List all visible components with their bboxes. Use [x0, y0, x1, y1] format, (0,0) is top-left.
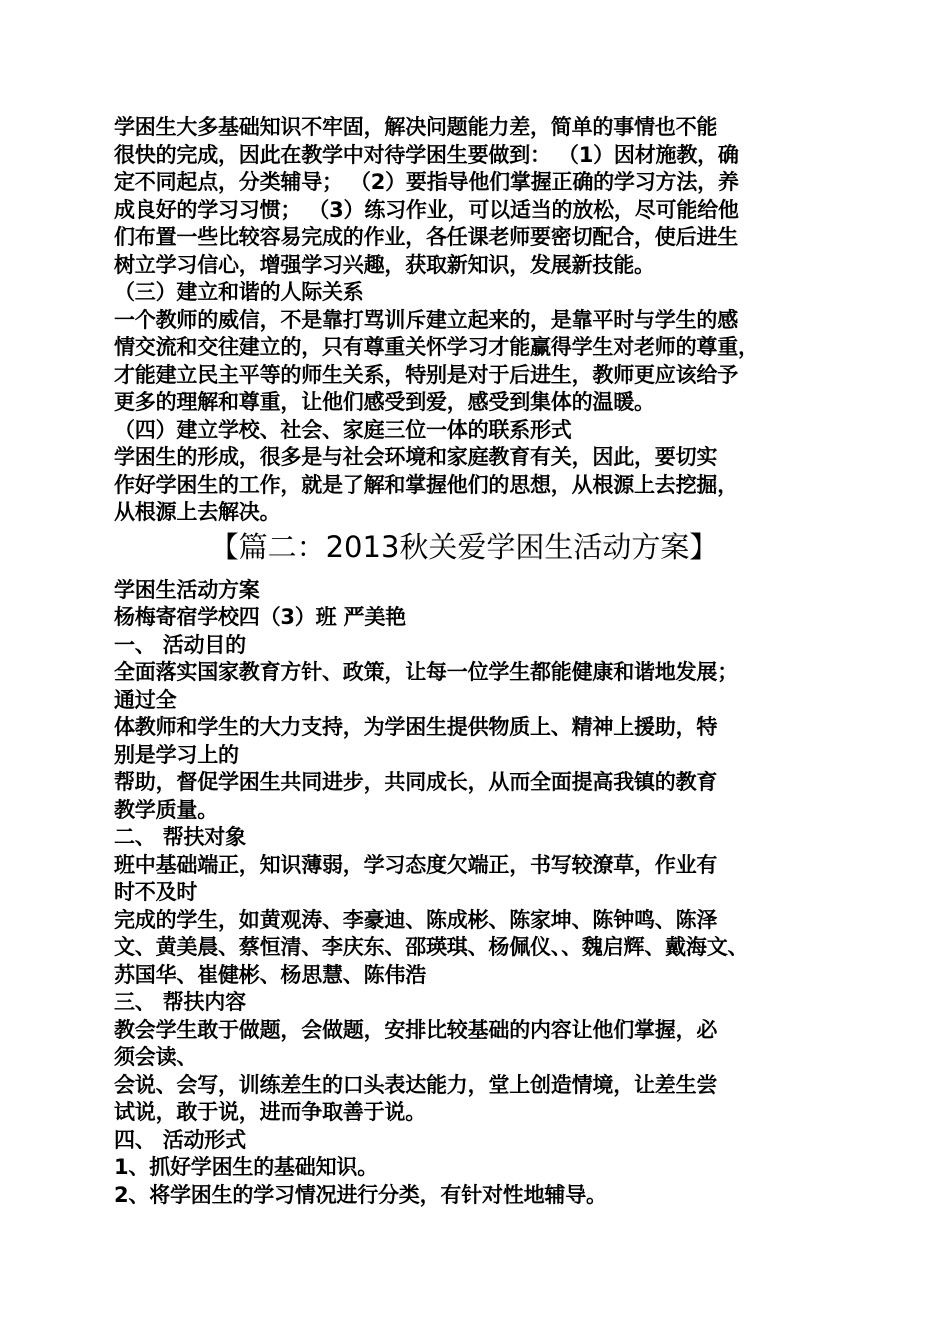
paragraph-line: 更多的理解和尊重，让他们感受到爱，感受到集体的温暖。	[114, 390, 655, 414]
paragraph-line: （三）建立和谐的人际关系	[114, 280, 364, 304]
paragraph-line: 情交流和交往建立的，只有尊重关怀学习才能赢得学生对老师的尊重，	[114, 335, 759, 359]
paragraph-line: 树立学习信心，增强学习兴趣，获取新知识，发展新技能。	[114, 252, 655, 277]
paragraph-line: 会说、会写，训练差生的口头表达能力，堂上创造情境，让差生尝	[114, 1072, 718, 1097]
paragraph-line: 教会学生敢于做题，会做题，安排比较基础的内容让他们掌握，必	[114, 1017, 718, 1042]
paragraph-line: 时不及时	[114, 880, 198, 904]
paragraph-line: 试说，敢于说，进而争取善于说。	[114, 1100, 426, 1124]
document-page	[114, 114, 854, 1209]
paragraph-line: 体教师和学生的大力支持，为学困生提供物质上、精神上援助，特	[114, 715, 718, 739]
paragraph-line: 们布置一些比较容易完成的作业，各任课老师要密切配合，使后进生	[114, 225, 738, 249]
paragraph-line: 从根源上去解决。	[114, 500, 281, 524]
section-heading: 【篇二：2013秋关爱学困生活动方案】	[209, 529, 719, 564]
paragraph-line: 学困生活动方案	[114, 577, 260, 602]
paragraph-line: 教学质量。	[114, 797, 218, 822]
paragraph-line: （四）建立学校、社会、家庭三位一体的联系形式	[114, 417, 572, 442]
paragraph-line: 文、黄美晨、蔡恒清、李庆东、邵瑛琪、杨佩仪、、魏启辉、戴海文、	[114, 935, 749, 959]
paragraph-line: 成良好的学习习惯； （3）练习作业，可以适当的放松，尽可能给他	[114, 197, 739, 222]
paragraph-line: 一个教师的威信，不是靠打骂训斥建立起来的，是靠平时与学生的感	[114, 307, 738, 332]
paragraph-line: 二、 帮扶对象	[114, 825, 246, 849]
paragraph-line: 班中基础端正，知识薄弱，学习态度欠端正，书写较潦草，作业有	[114, 852, 718, 877]
body-section-one	[114, 114, 854, 527]
paragraph-line: 一、 活动目的	[114, 632, 246, 657]
paragraph-line: 别是学习上的	[114, 742, 239, 767]
paragraph-line: 很快的完成，因此在教学中对待学困生要做到： （1）因材施教，确	[114, 142, 739, 167]
paragraph-line: 苏国华、崔健彬、杨思慧、陈伟浩	[114, 962, 426, 987]
paragraph-line: 学困生的形成，很多是与社会环境和家庭教育有关，因此，要切实	[114, 445, 718, 469]
paragraph-line: 杨梅寄宿学校四（3）班 严美艳	[114, 605, 406, 629]
paragraph-line: 须会读、	[114, 1045, 198, 1069]
paragraph-line: 通过全	[114, 687, 177, 712]
paragraph-line: 帮助，督促学困生共同进步，共同成长，从而全面提高我镇的教育	[114, 770, 718, 794]
paragraph-line: 四、 活动形式	[114, 1127, 246, 1152]
paragraph-line: 才能建立民主平等的师生关系，特别是对于后进生，教师更应该给予	[114, 362, 738, 387]
paragraph-line: 1、抓好学困生的基础知识。	[114, 1155, 379, 1179]
paragraph-line: 三、 帮扶内容	[114, 990, 246, 1014]
paragraph-line: 学困生大多基础知识不牢固，解决问题能力差，简单的事情也不能	[114, 115, 718, 139]
paragraph-line: 定不同起点，分类辅导； （2）要指导他们掌握正确的学习方法，养	[114, 170, 739, 194]
body-section-two	[114, 577, 854, 1210]
paragraph-line: 2、将学困生的学习情况进行分类，有针对性地辅导。	[114, 1182, 607, 1207]
paragraph-line: 全面落实国家教育方针、政策，让每一位学生都能健康和谐地发展；	[114, 660, 738, 684]
paragraph-line: 作好学困生的工作，就是了解和掌握他们的思想，从根源上去挖掘，	[114, 472, 738, 497]
paragraph-line: 完成的学生，如黄观涛、李豪迪、陈成彬、陈家坤、陈钟鸣、陈泽	[114, 907, 718, 932]
